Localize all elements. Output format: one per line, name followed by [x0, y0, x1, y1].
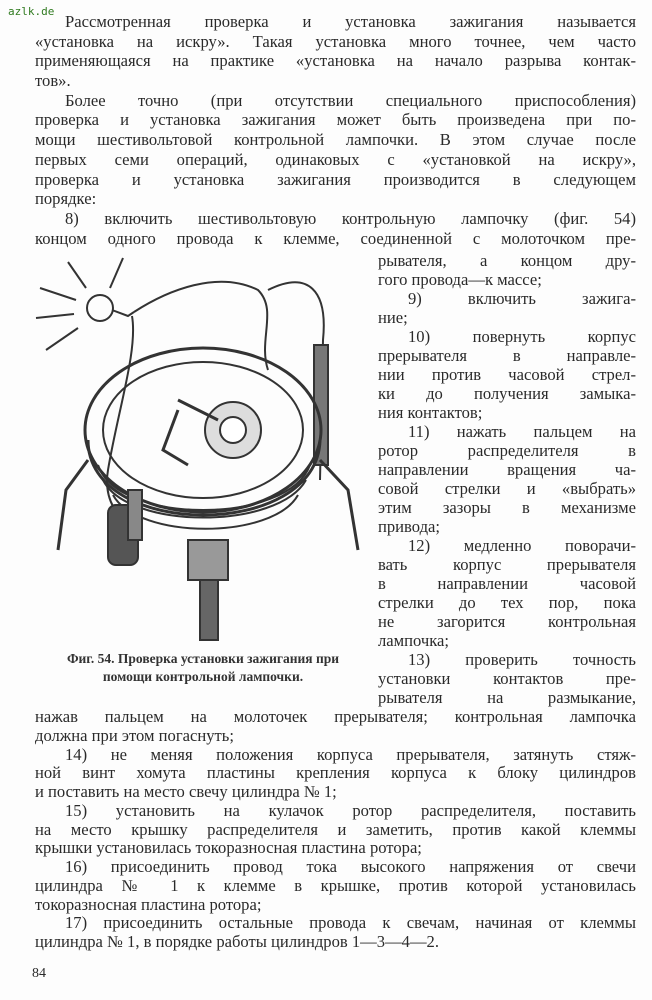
text-line: первых семи операций, одинаковых с «установкой на искру», — [35, 149, 636, 169]
text-line: 14) не меняя положения корпуса прерывателя, затянуть стяж- — [65, 744, 636, 764]
text-block-bottom — [35, 708, 636, 952]
text-line: 16) присоединить провод тока высокого напряжения от свечи — [65, 857, 636, 876]
text-line: ние; — [378, 308, 408, 327]
distributor-lamp-drawing — [28, 250, 373, 645]
text-line: и поставить на место свечу цилиндра № 1; — [35, 782, 337, 801]
text-line: рывателя, а концом дру- — [378, 251, 636, 270]
text-line: 13) проверить точность — [408, 650, 636, 669]
text-line: на место крышку распределителя и заметить, против какой клеммы — [35, 819, 636, 839]
text-line: совой стрелки и «выбрать» — [378, 479, 636, 498]
caption-line: Фиг. 54. Проверка установки зажигания при — [66, 651, 340, 666]
text-line: 10) повернуть корпус — [408, 327, 636, 346]
text-line: токоразносная пластина ротора; — [35, 894, 262, 914]
text-line: этим зазоры в механизме — [378, 498, 636, 517]
text-line: 17) присоединить остальные провода к свечам, начиная от клеммы — [65, 913, 636, 933]
text-line: Рассмотренная проверка и установка зажигания называется — [65, 12, 636, 31]
text-line: гого провода—к массе; — [378, 270, 542, 289]
text-line: тов». — [35, 71, 71, 91]
text-line: ния контактов; — [378, 403, 483, 422]
page-number: 84 — [32, 966, 46, 981]
text-line: Более точно (при отсутствии специального приспособления) — [65, 90, 636, 110]
text-line: ной винт хомута пластины крепления корпуса к блоку цилиндров — [35, 763, 636, 783]
text-line: порядке: — [35, 189, 97, 209]
lamp-bulb — [87, 295, 113, 321]
figure-54-illustration — [28, 250, 373, 645]
text-line: привода; — [378, 517, 441, 536]
text-line: установки контактов пре- — [378, 669, 636, 688]
text-line: не загорится контрольная — [378, 612, 636, 631]
text-line: нажав пальцем на молоточек прерывателя; контрольная лампочка — [35, 707, 636, 726]
text-line: в направлении часовой — [378, 574, 636, 593]
figure-caption — [30, 650, 376, 686]
text-line: мощи шестивольтовой контрольной лампочки. В этом случае после — [35, 130, 636, 150]
text-line: концом одного провода к клемме, соединенной с молоточком пре- — [35, 228, 636, 248]
text-line: ки до получения замыка- — [378, 384, 636, 403]
text-block-right-column — [378, 251, 636, 707]
text-line: нии против часовой стрел- — [378, 365, 636, 384]
text-line: 8) включить шестивольтовую контрольную лампочку (фиг. 54) — [65, 208, 636, 228]
text-line: 9) включить зажига- — [408, 289, 636, 308]
text-line: рывателя на размыкание, — [378, 688, 636, 707]
text-line: 15) установить на кулачок ротор распределителя, поставить — [65, 800, 636, 820]
text-line: стрелки до тех пор, пока — [378, 593, 636, 612]
text-line: 11) нажать пальцем на — [408, 422, 636, 441]
text-line: «установка на искру». Такая установка много точнее, чем часто — [35, 31, 636, 51]
text-line: крышки установилась токоразносная пластина ротора; — [35, 838, 422, 858]
text-line: лампочка; — [378, 631, 450, 650]
text-line: 12) медленно поворачи- — [408, 536, 636, 555]
text-line: вать корпус прерывателя — [378, 555, 636, 574]
text-line: проверка и установка зажигания производится в следующем — [35, 169, 636, 189]
text-line: прерывателя в направле- — [378, 346, 636, 365]
watermark: azlk.de — [8, 5, 55, 18]
text-line: применяющаяся на практике «установка на начало разрыва контак- — [35, 51, 636, 71]
text-block-top — [35, 12, 636, 248]
text-line: цилиндра № 1, в порядке работы цилиндров 1—3—4—2. — [35, 932, 439, 951]
distributor-body — [85, 348, 321, 512]
text-line: направлении вращения ча- — [378, 460, 636, 479]
text-line: проверка и установка зажигания может быть произведена при по- — [35, 110, 636, 130]
text-line: ротор распределителя в — [378, 441, 636, 460]
text-line: должна при этом погаснуть; — [35, 725, 234, 745]
caption-line: помощи контрольной лампочки. — [102, 669, 304, 684]
lamp-rays — [36, 258, 123, 350]
text-line: цилиндра № 1 к клемме в крышке, против которой установилась — [35, 875, 636, 895]
